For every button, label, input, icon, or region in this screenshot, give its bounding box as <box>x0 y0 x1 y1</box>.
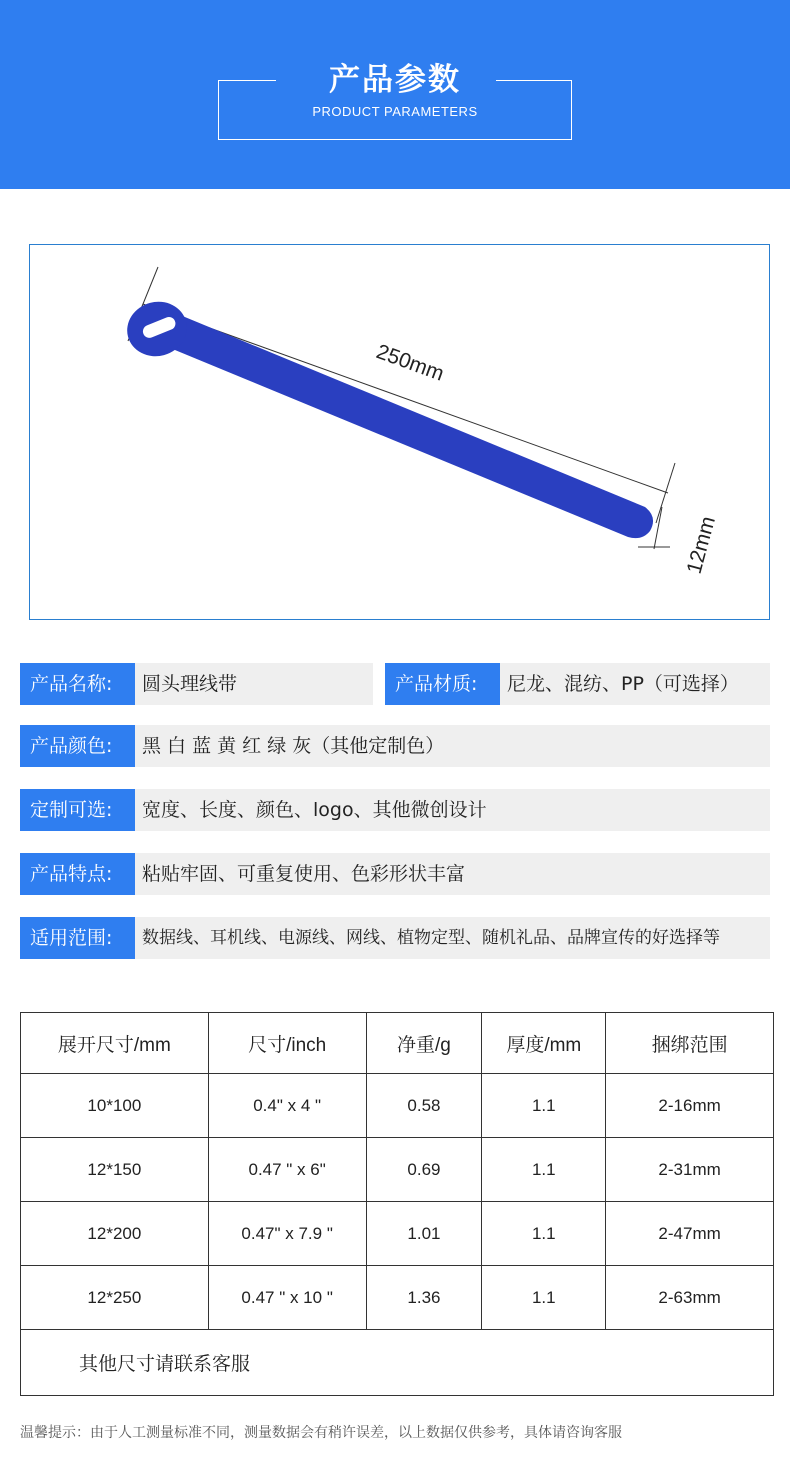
table-cell: 10*100 <box>21 1074 209 1138</box>
table-cell: 1.1 <box>482 1266 606 1330</box>
table-cell: 12*200 <box>21 1202 209 1266</box>
info-value-name: 圆头理线带 <box>142 673 238 695</box>
table-cell: 2-47mm <box>606 1202 774 1266</box>
table-cell: 2-31mm <box>606 1138 774 1202</box>
info-label-material: 产品材质: <box>385 663 500 705</box>
table-note-row <box>21 1330 774 1396</box>
info-value-usage: 数据线、耳机线、电源线、网线、植物定型、随机礼品、品牌宣传的好选择等 <box>142 928 720 948</box>
width-dimension-line <box>654 507 662 549</box>
spec-table <box>20 1012 774 1396</box>
product-image-frame <box>29 244 770 620</box>
table-header-cell: 尺寸/inch <box>208 1013 366 1074</box>
table-cell: 1.1 <box>482 1138 606 1202</box>
table-header-cell: 展开尺寸/mm <box>21 1013 209 1074</box>
info-row-custom <box>20 789 770 831</box>
info-row-colors <box>20 725 770 767</box>
footnote: 温馨提示：由于人工测量标准不同，测量数据会有稍许误差，以上数据仅供参考，具体请咨询客服 <box>20 1425 622 1441</box>
table-cell: 12*250 <box>21 1266 209 1330</box>
table-row <box>21 1138 774 1202</box>
info-value-features: 粘贴牢固、可重复使用、色彩形状丰富 <box>142 863 466 885</box>
info-row-features <box>20 853 770 895</box>
info-row-material <box>385 663 770 705</box>
dimension-tick-right <box>656 463 675 523</box>
table-cell: 2-63mm <box>606 1266 774 1330</box>
table-cell: 0.47 " x 6" <box>208 1138 366 1202</box>
table-header-cell: 捆绑范围 <box>606 1013 774 1074</box>
product-illustration <box>30 245 771 621</box>
table-cell: 0.47" x 7.9 " <box>208 1202 366 1266</box>
table-cell: 0.47 " x 10 " <box>208 1266 366 1330</box>
table-cell: 1.1 <box>482 1202 606 1266</box>
velcro-strap-icon <box>121 295 653 538</box>
info-value-material: 尼龙、混纺、PP（可选择） <box>507 673 739 695</box>
page-title: 产品参数 <box>329 62 461 98</box>
info-label-usage: 适用范围: <box>20 917 135 959</box>
info-row-usage <box>20 917 770 959</box>
table-row <box>21 1266 774 1330</box>
table-header-row <box>21 1013 774 1074</box>
table-cell: 0.58 <box>366 1074 482 1138</box>
header-banner <box>0 0 790 189</box>
info-label-features: 产品特点: <box>20 853 135 895</box>
table-cell: 12*150 <box>21 1138 209 1202</box>
width-label: 12mm <box>682 513 720 577</box>
table-cell: 0.69 <box>366 1138 482 1202</box>
table-cell: 1.01 <box>366 1202 482 1266</box>
table-cell: 1.36 <box>366 1266 482 1330</box>
table-header-cell: 净重/g <box>366 1013 482 1074</box>
table-row <box>21 1074 774 1138</box>
info-label-name: 产品名称: <box>20 663 135 705</box>
info-value-custom: 宽度、长度、颜色、logo、其他微创设计 <box>142 799 487 821</box>
table-cell: 1.1 <box>482 1074 606 1138</box>
table-note: 其他尺寸请联系客服 <box>21 1330 774 1396</box>
info-label-custom: 定制可选: <box>20 789 135 831</box>
table-row <box>21 1202 774 1266</box>
info-row-name <box>20 663 373 705</box>
info-label-colors: 产品颜色: <box>20 725 135 767</box>
page-subtitle: PRODUCT PARAMETERS <box>312 104 478 119</box>
table-cell: 0.4" x 4 " <box>208 1074 366 1138</box>
info-value-colors: 黑 白 蓝 黄 红 绿 灰（其他定制色） <box>142 735 445 757</box>
table-header-cell: 厚度/mm <box>482 1013 606 1074</box>
length-label: 250mm <box>373 340 447 386</box>
table-cell: 2-16mm <box>606 1074 774 1138</box>
